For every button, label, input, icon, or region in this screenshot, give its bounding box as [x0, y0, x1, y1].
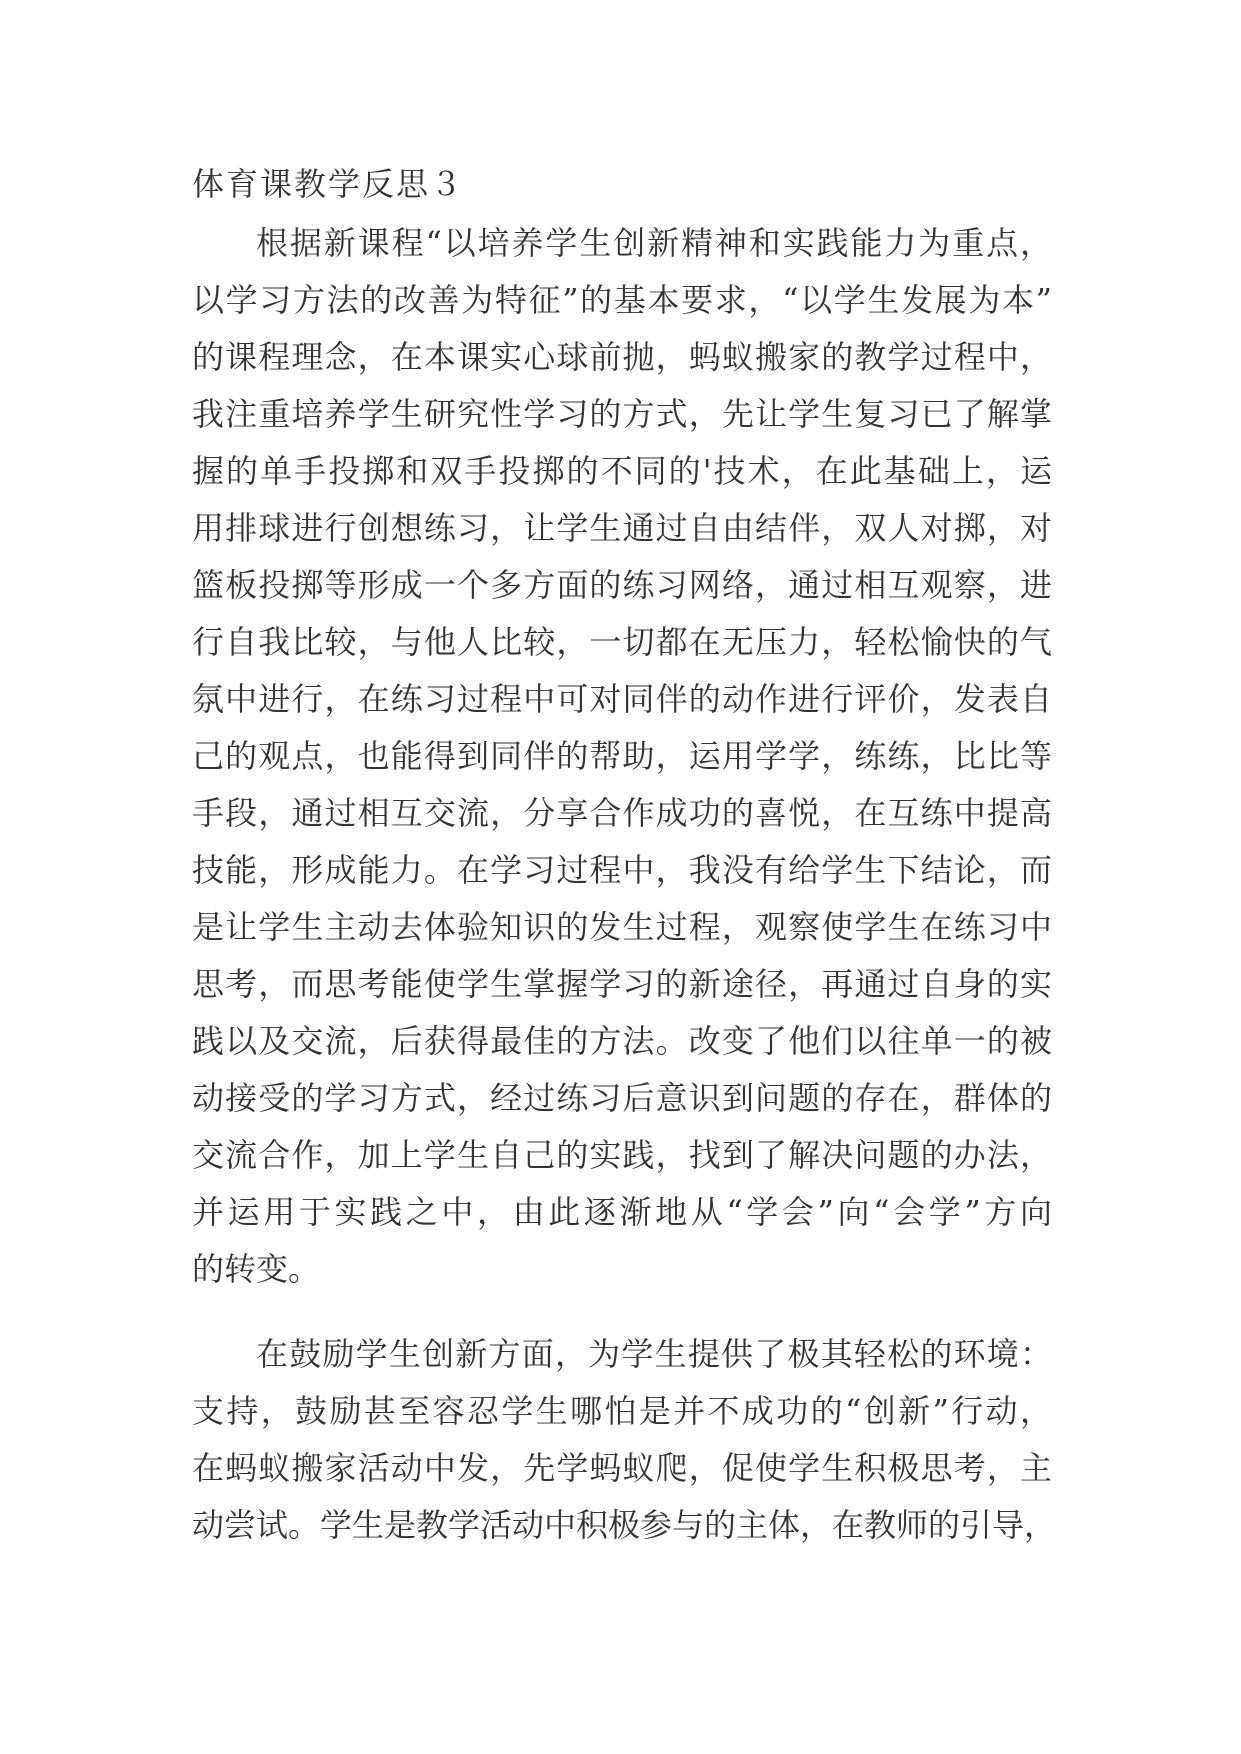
- paragraph-line: 动尝试。学生是教学活动中积极参与的主体，在教师的引导，: [192, 1506, 1057, 1544]
- paragraph-line: 篮板投掷等形成一个多方面的练习网络，通过相互观察，进: [192, 566, 1052, 604]
- paragraph-line: 根据新课程“以培养学生创新精神和实践能力为重点，: [256, 224, 1052, 262]
- paragraph-2: [192, 1326, 1057, 1554]
- paragraph-line: 氛中进行，在练习过程中可对同伴的动作进行评价，发表自: [192, 680, 1052, 718]
- paragraph-line: 在鼓励学生创新方面，为学生提供了极其轻松的环境：: [256, 1335, 1052, 1373]
- paragraph-line: 手段，通过相互交流，分享合作成功的喜悦，在互练中提高: [192, 794, 1052, 832]
- paragraph-line: 技能，形成能力。在学习过程中，我没有给学生下结论，而: [192, 851, 1052, 889]
- paragraph-line: 以学习方法的改善为特征”的基本要求，“以学生发展为本”: [192, 281, 1052, 319]
- paragraph-line: 行自我比较，与他人比较，一切都在无压力，轻松愉快的气: [192, 623, 1052, 661]
- paragraph-line: 交流合作，加上学生自己的实践，找到了解决问题的办法，: [192, 1136, 1052, 1174]
- paragraph-line: 己的观点，也能得到同伴的帮助，运用学学，练练，比比等: [192, 737, 1052, 775]
- paragraph-1: [192, 215, 1052, 1298]
- paragraph-line: 用排球进行创想练习，让学生通过自由结伴，双人对掷，对: [192, 509, 1052, 547]
- paragraph-line: 思考，而思考能使学生掌握学习的新途径，再通过自身的实: [192, 965, 1052, 1003]
- paragraph-line: 我注重培养学生研究性学习的方式，先让学生复习已了解掌: [192, 395, 1052, 433]
- paragraph-line: 在蚂蚁搬家活动中发，先学蚂蚁爬，促使学生积极思考，主: [192, 1449, 1052, 1487]
- paragraph-line: 动接受的学习方式，经过练习后意识到问题的存在，群体的: [192, 1079, 1052, 1117]
- paragraph-line: 握的单手投掷和双手投掷的不同的'技术，在此基础上，运: [192, 452, 1052, 490]
- paragraph-line: 支持，鼓励甚至容忍学生哪怕是并不成功的“创新”行动，: [192, 1392, 1052, 1430]
- paragraph-line: 的课程理念，在本课实心球前抛，蚂蚁搬家的教学过程中，: [192, 338, 1052, 376]
- paragraph-line: 践以及交流，后获得最佳的方法。改变了他们以往单一的被: [192, 1022, 1052, 1060]
- paragraph-line: 的转变。: [192, 1250, 321, 1288]
- paragraph-line: 是让学生主动去体验知识的发生过程，观察使学生在练习中: [192, 908, 1052, 946]
- paragraph-line: 并运用于实践之中，由此逐渐地从“学会”向“会学”方向: [192, 1193, 1052, 1231]
- document-title: 体育课教学反思３: [192, 165, 465, 203]
